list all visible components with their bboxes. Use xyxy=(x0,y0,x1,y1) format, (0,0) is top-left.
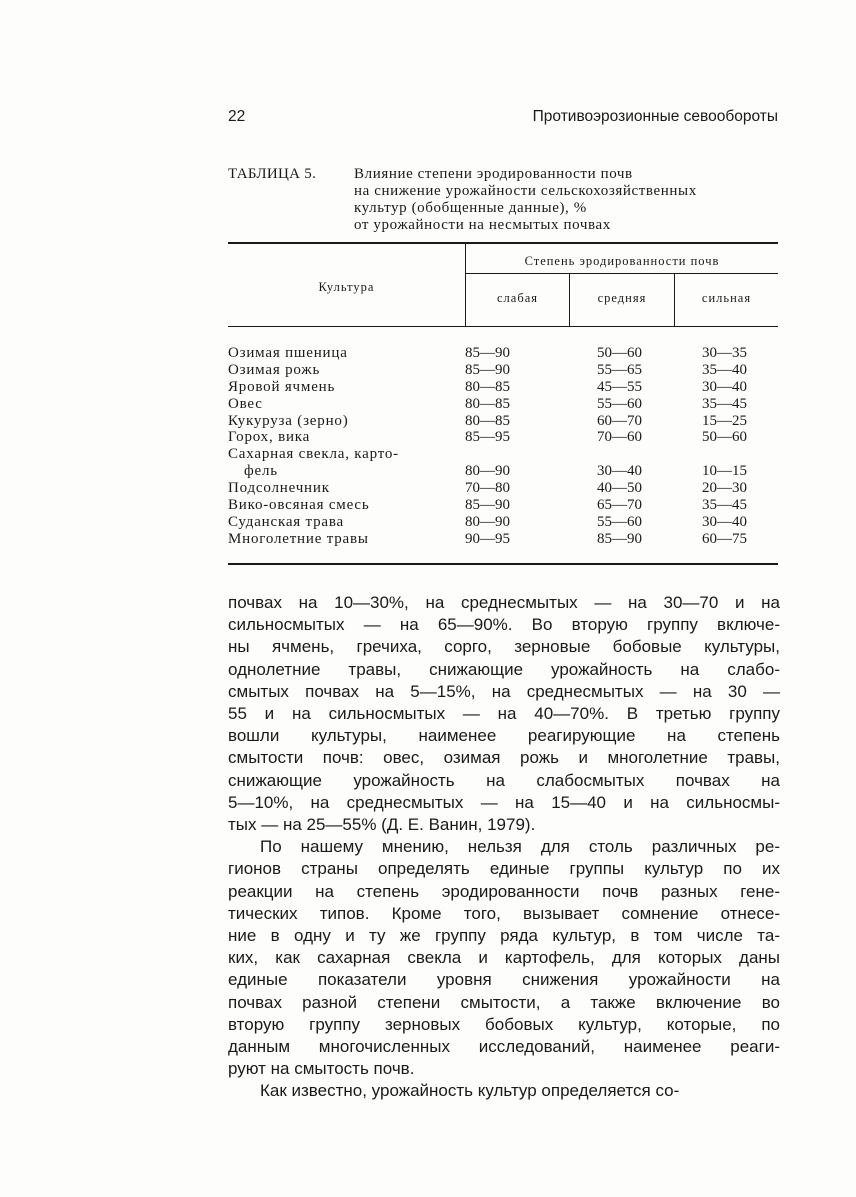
caption-line: от урожайности на несмытых почвах xyxy=(354,217,611,233)
text-line: вошли культуры, наименее реагирующие на степень xyxy=(228,726,780,746)
table-row xyxy=(228,379,780,396)
text-line: единые показатели уровня снижения урожайности на xyxy=(228,970,780,990)
table-row xyxy=(228,531,780,548)
text-line: тых — на 25—55% (Д. Е. Ванин, 1979). xyxy=(228,815,536,835)
table-bottom-rule xyxy=(228,563,778,565)
weak-value-cell: 80—85 xyxy=(465,395,510,412)
weak-value-cell: 70—80 xyxy=(465,480,510,497)
text-line: вторую группу зерновых бобовых культур, которые, по xyxy=(228,1014,780,1034)
caption-line: на снижение урожайности сельскохозяйственных xyxy=(354,183,697,199)
culture-cell: Горох, вика xyxy=(228,429,311,446)
strong-value-cell: 30—40 xyxy=(702,513,747,530)
strong-value-cell: 35—45 xyxy=(702,497,747,514)
header-bottom-rule xyxy=(228,326,778,327)
paragraph xyxy=(228,592,780,836)
table-row xyxy=(228,429,780,446)
text-line: смытых почвах на 5—15%, на среднесмытых — на 30 — xyxy=(228,681,780,701)
text-line: тических типов. Кроме того, вызывает сомнение отнесе- xyxy=(228,903,780,923)
text-line: однолетние травы, снижающие урожайность на слабо- xyxy=(228,659,780,679)
table-label: ТАБЛИЦА 5. xyxy=(228,166,317,182)
table-top-rule xyxy=(228,242,778,244)
text-line: По нашему мнению, нельзя для столь различных ре- xyxy=(260,837,780,857)
text-line: данным многочисленных исследований, наименее реаги- xyxy=(228,1037,780,1057)
strong-value-cell: 35—45 xyxy=(702,395,747,412)
table-body xyxy=(228,345,780,548)
strong-value-cell: 10—15 xyxy=(702,463,747,480)
group-header-rule xyxy=(465,273,778,274)
strong-value-cell: 30—35 xyxy=(702,345,747,361)
running-title: Противоэрозионные севообороты xyxy=(532,108,778,125)
medium-value-cell: 50—60 xyxy=(597,345,642,361)
culture-cell: Озимая рожь xyxy=(228,361,321,378)
weak-value-cell: 85—95 xyxy=(465,429,510,446)
strong-value-cell: 30—40 xyxy=(702,378,747,395)
text-line: ны ячмень, гречиха, сорго, зерновые бобовые культуры, xyxy=(228,637,780,657)
medium-value-cell: 60—70 xyxy=(597,412,642,429)
medium-value-cell: 55—60 xyxy=(597,395,642,412)
culture-cell: Сахарная свекла, карто- xyxy=(228,446,399,463)
column-header-culture: Культура xyxy=(318,280,375,294)
text-line: 5—10%, на среднесмытых — на 15—40 и на сильносмы- xyxy=(228,792,780,812)
table-row xyxy=(228,446,780,463)
text-line: 55 и на сильносмытых — на 40—70%. В третью группу xyxy=(228,704,780,724)
weak-value-cell: 80—90 xyxy=(465,513,510,530)
table-row xyxy=(228,480,780,497)
medium-value-cell: 85—90 xyxy=(597,530,642,547)
strong-value-cell: 50—60 xyxy=(702,429,747,446)
medium-value-cell: 45—55 xyxy=(597,378,642,395)
subheader-medium: средняя xyxy=(597,291,647,305)
group-header: Степень эродированности почв xyxy=(524,254,720,268)
medium-value-cell: 55—65 xyxy=(597,361,642,378)
table-row xyxy=(228,396,780,413)
text-line: гионов страны определять единые группы культур по их xyxy=(228,859,780,879)
weak-value-cell: 85—90 xyxy=(465,361,510,378)
subheader-weak: слабая xyxy=(497,291,538,305)
table-row xyxy=(228,497,780,514)
subheader-strong: сильная xyxy=(701,291,752,305)
medium-value-cell: 65—70 xyxy=(597,497,642,514)
text-line: ние в одну и ту же группу ряда культур, в том числе та- xyxy=(228,926,780,946)
strong-value-cell: 15—25 xyxy=(702,412,747,429)
culture-cell: Подсолнечник xyxy=(228,480,330,497)
culture-cell: Вико-овсяная смесь xyxy=(228,497,370,514)
table-row xyxy=(228,463,780,480)
text-line: почвах на 10—30%, на среднесмытых — на 30—70 и на xyxy=(228,593,780,612)
caption-line: культур (обобщенные данные), % xyxy=(354,200,587,216)
page-number: 22 xyxy=(228,108,246,125)
table-row xyxy=(228,362,780,379)
table-row xyxy=(228,345,780,362)
culture-cell: Яровой ячмень xyxy=(228,378,336,395)
weak-value-cell: 80—85 xyxy=(465,378,510,395)
paragraph xyxy=(228,836,780,1080)
medium-value-cell: 30—40 xyxy=(597,463,642,480)
table-row xyxy=(228,413,780,430)
culture-cell: Многолетние травы xyxy=(228,530,369,547)
text-line: почвах разной степени смытости, а также включение во xyxy=(228,992,780,1012)
culture-cell: Овес xyxy=(228,395,263,412)
weak-value-cell: 90—95 xyxy=(465,530,510,547)
culture-cell: Озимая пшеница xyxy=(228,345,348,361)
weak-value-cell: 80—85 xyxy=(465,412,510,429)
text-line: сильносмытых — на 65—90%. Во вторую группу включе- xyxy=(228,615,780,635)
caption-line: Влияние степени эродированности почв xyxy=(354,166,633,182)
weak-value-cell: 85—90 xyxy=(465,345,510,361)
text-line: руют на смытость почв. xyxy=(228,1059,415,1079)
text-line: Как известно, урожайность культур определяется со- xyxy=(260,1081,680,1101)
medium-value-cell: 70—60 xyxy=(597,429,642,446)
paragraph xyxy=(228,1080,780,1102)
medium-value-cell: 55—60 xyxy=(597,513,642,530)
culture-cell: фель xyxy=(244,463,278,480)
running-header xyxy=(228,108,778,130)
table-title xyxy=(354,166,784,234)
culture-cell: Кукуруза (зерно) xyxy=(228,412,349,429)
strong-value-cell: 20—30 xyxy=(702,480,747,497)
text-line: смытости почв: овес, озимая рожь и многолетние травы, xyxy=(228,748,780,768)
weak-value-cell: 85—90 xyxy=(465,497,510,514)
strong-value-cell: 35—40 xyxy=(702,361,747,378)
table-row xyxy=(228,514,780,531)
body-text xyxy=(228,592,780,1103)
culture-cell: Суданская трава xyxy=(228,513,344,530)
text-line: реакции на степень эродированности почв разных гене- xyxy=(228,881,780,901)
medium-value-cell: 40—50 xyxy=(597,480,642,497)
text-line: снижающие урожайность на слабосмытых почвах на xyxy=(228,770,780,790)
text-line: ких, как сахарная свекла и картофель, для которых даны xyxy=(228,948,780,968)
strong-value-cell: 60—75 xyxy=(702,530,747,547)
weak-value-cell: 80—90 xyxy=(465,463,510,480)
